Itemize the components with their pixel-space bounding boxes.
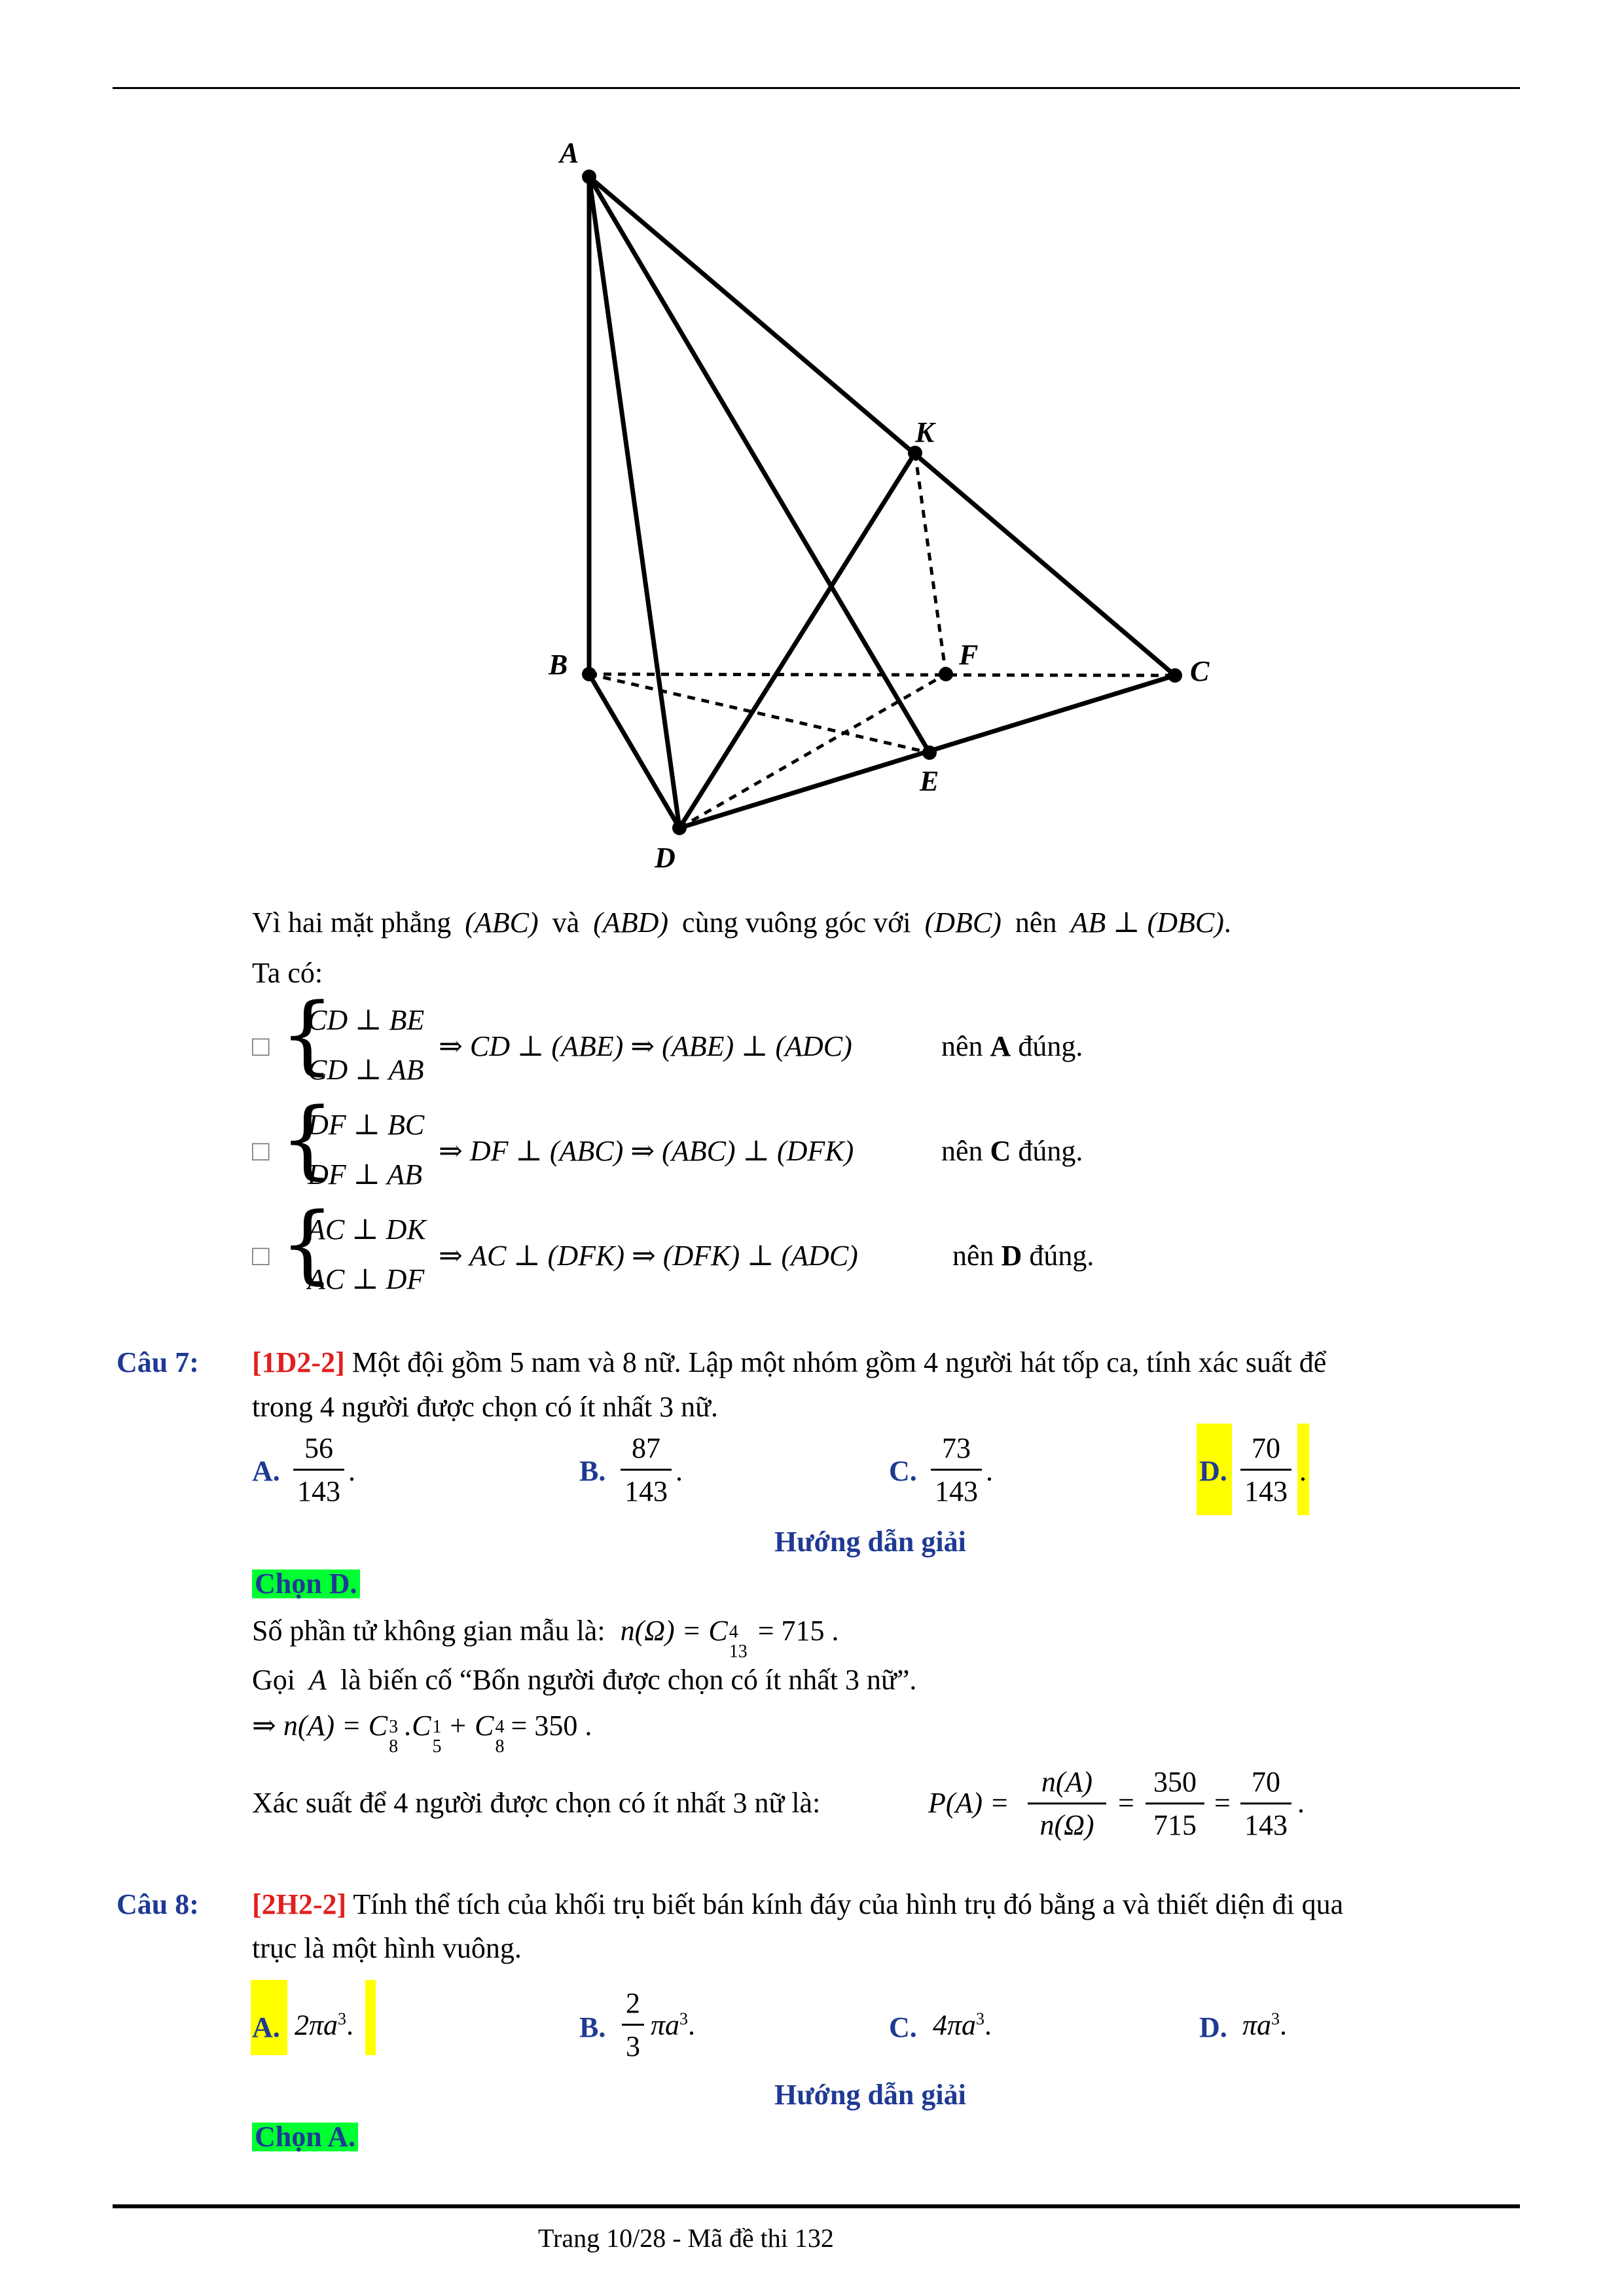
conclusion: nên C đúng. [941, 1135, 1083, 1167]
edge-AD [589, 177, 679, 828]
option-value: $2\pi a^3$. [295, 2009, 354, 2041]
step-4-P: P(A) = [928, 1787, 1009, 1819]
brace: { [280, 1089, 334, 1189]
option-label: D. [1199, 1455, 1227, 1487]
fraction: 70 143 [1240, 1431, 1291, 1508]
bullet-box: □ [252, 1030, 270, 1062]
edge-BE [589, 674, 929, 753]
option-label: C. [889, 2011, 917, 2043]
tetrahedron-figure [0, 0, 1624, 916]
edge-AE [589, 177, 929, 753]
bullet-box: □ [252, 1240, 270, 1272]
point-A [582, 170, 596, 184]
point-B [582, 667, 596, 681]
edge-DF [679, 674, 946, 828]
cond-bottom: CD ⊥ AB [308, 1054, 424, 1086]
implication: ⇒ CD ⊥ (ABE) ⇒ (ABE) ⊥ (ADC) [439, 1030, 852, 1062]
q7-step-2: Gọi A là biến cố “Bốn người được chọn có ít nhất 3 nữ”. [252, 1664, 917, 1696]
cond-top: AC ⊥ DK [308, 1213, 426, 1246]
bullet-box: □ [252, 1135, 270, 1167]
brace: { [280, 1194, 334, 1293]
answer-highlight [365, 1980, 376, 2055]
label-B: B [549, 649, 568, 681]
q8-guide-heading: Hướng dẫn giải [774, 2079, 966, 2111]
fraction: 56 143 [293, 1431, 344, 1508]
option-value: $\pi a^3$. [651, 2009, 696, 2041]
step-4-text: Xác suất để 4 người được chọn có ít nhất 3 nữ là: [252, 1787, 821, 1819]
question-7-text-line-1: [1D2-2] Một đội gồm 5 nam và 8 nữ. Lập một nhóm gồm 4 người hát tốp ca, tính xác suất để [252, 1346, 1327, 1378]
option-label: A. [252, 1455, 280, 1487]
point-D [672, 821, 687, 835]
explain-line-1: Vì hai mặt phẳng (ABC) và (ABD) cùng vuông góc với (DBC) nên AB ⊥ (DBC). [252, 906, 1231, 939]
question-8-text-line-2: trục là một hình vuông. [252, 1932, 522, 1964]
eq-sign: = [1118, 1787, 1134, 1819]
question-8-text-line-1: [2H2-2] Tính thể tích của khối trụ biết bán kính đáy của hình trụ đó bằng a và thiết diện đi qua [252, 1888, 1344, 1920]
option-end: . [1299, 1455, 1307, 1487]
cond-top: CD ⊥ BE [308, 1004, 425, 1036]
q7-step-3: ⇒ n(A) = C 3 8 .C 1 5 + C 4 8 = 350 . [252, 1710, 592, 1757]
conclusion: nên D đúng. [952, 1240, 1094, 1272]
option-label: C. [889, 1455, 917, 1487]
edge-KF [915, 453, 946, 674]
label-C: C [1190, 655, 1210, 687]
cond-top: DF ⊥ BC [308, 1109, 425, 1141]
point-E [922, 745, 937, 760]
q8-answer: Chọn A. [252, 2123, 358, 2151]
edge-DK [679, 453, 915, 828]
label-K: K [915, 416, 935, 448]
option-end: . [676, 1455, 683, 1487]
question-7-text-line-2: trong 4 người được chọn có ít nhất 3 nữ. [252, 1391, 718, 1423]
label-D: D [655, 842, 676, 874]
conclusion: nên A đúng. [941, 1030, 1083, 1062]
end-period: . [1297, 1787, 1305, 1819]
option-end: . [986, 1455, 993, 1487]
q7-guide-heading: Hướng dẫn giải [774, 1526, 966, 1558]
q7-step-1: Số phần tử không gian mẫu là: n(Ω) = C 4 13 = 715 . [252, 1615, 839, 1662]
fraction-350-715: 350 715 [1146, 1765, 1204, 1842]
option-label: B. [579, 1455, 606, 1487]
option-value: $\pi a^3$. [1242, 2009, 1288, 2041]
fraction-70-143: 70 143 [1240, 1765, 1291, 1842]
ta-co: Ta có: [252, 957, 323, 989]
fraction: 87 143 [621, 1431, 672, 1508]
cond-bottom: AC ⊥ DF [308, 1263, 425, 1295]
fraction: 73 143 [931, 1431, 982, 1508]
option-label: D. [1199, 2011, 1227, 2043]
eq-sign: = [1214, 1787, 1231, 1819]
cond-bottom: DF ⊥ AB [308, 1158, 422, 1191]
point-F [939, 667, 953, 681]
question-7-label: Câu 7: [117, 1346, 199, 1378]
point-C [1168, 668, 1182, 683]
footer-page-info: Trang 10/28 - Mã đề thi 132 [538, 2223, 834, 2253]
label-A: A [560, 137, 579, 169]
fraction: 2 3 [622, 1986, 644, 2063]
edge-BC [589, 674, 1175, 675]
footer-rule [113, 2204, 1520, 2208]
label-E: E [920, 765, 939, 797]
option-end: . [348, 1455, 355, 1487]
label-F: F [959, 639, 979, 671]
option-value: $4\pi a^3$. [933, 2009, 992, 2041]
implication: ⇒ AC ⊥ (DFK) ⇒ (DFK) ⊥ (ADC) [439, 1240, 858, 1272]
edge-BD [589, 674, 679, 828]
question-8-label: Câu 8: [117, 1888, 199, 1920]
option-label: A. [252, 2011, 280, 2043]
fraction-nA-nOmega: n(A) n(Ω) [1028, 1765, 1106, 1842]
edge-AC [589, 177, 1175, 675]
implication: ⇒ DF ⊥ (ABC) ⇒ (ABC) ⊥ (DFK) [439, 1135, 854, 1167]
option-label: B. [579, 2011, 606, 2043]
q7-answer: Chọn D. [252, 1570, 360, 1598]
brace: { [280, 984, 334, 1084]
